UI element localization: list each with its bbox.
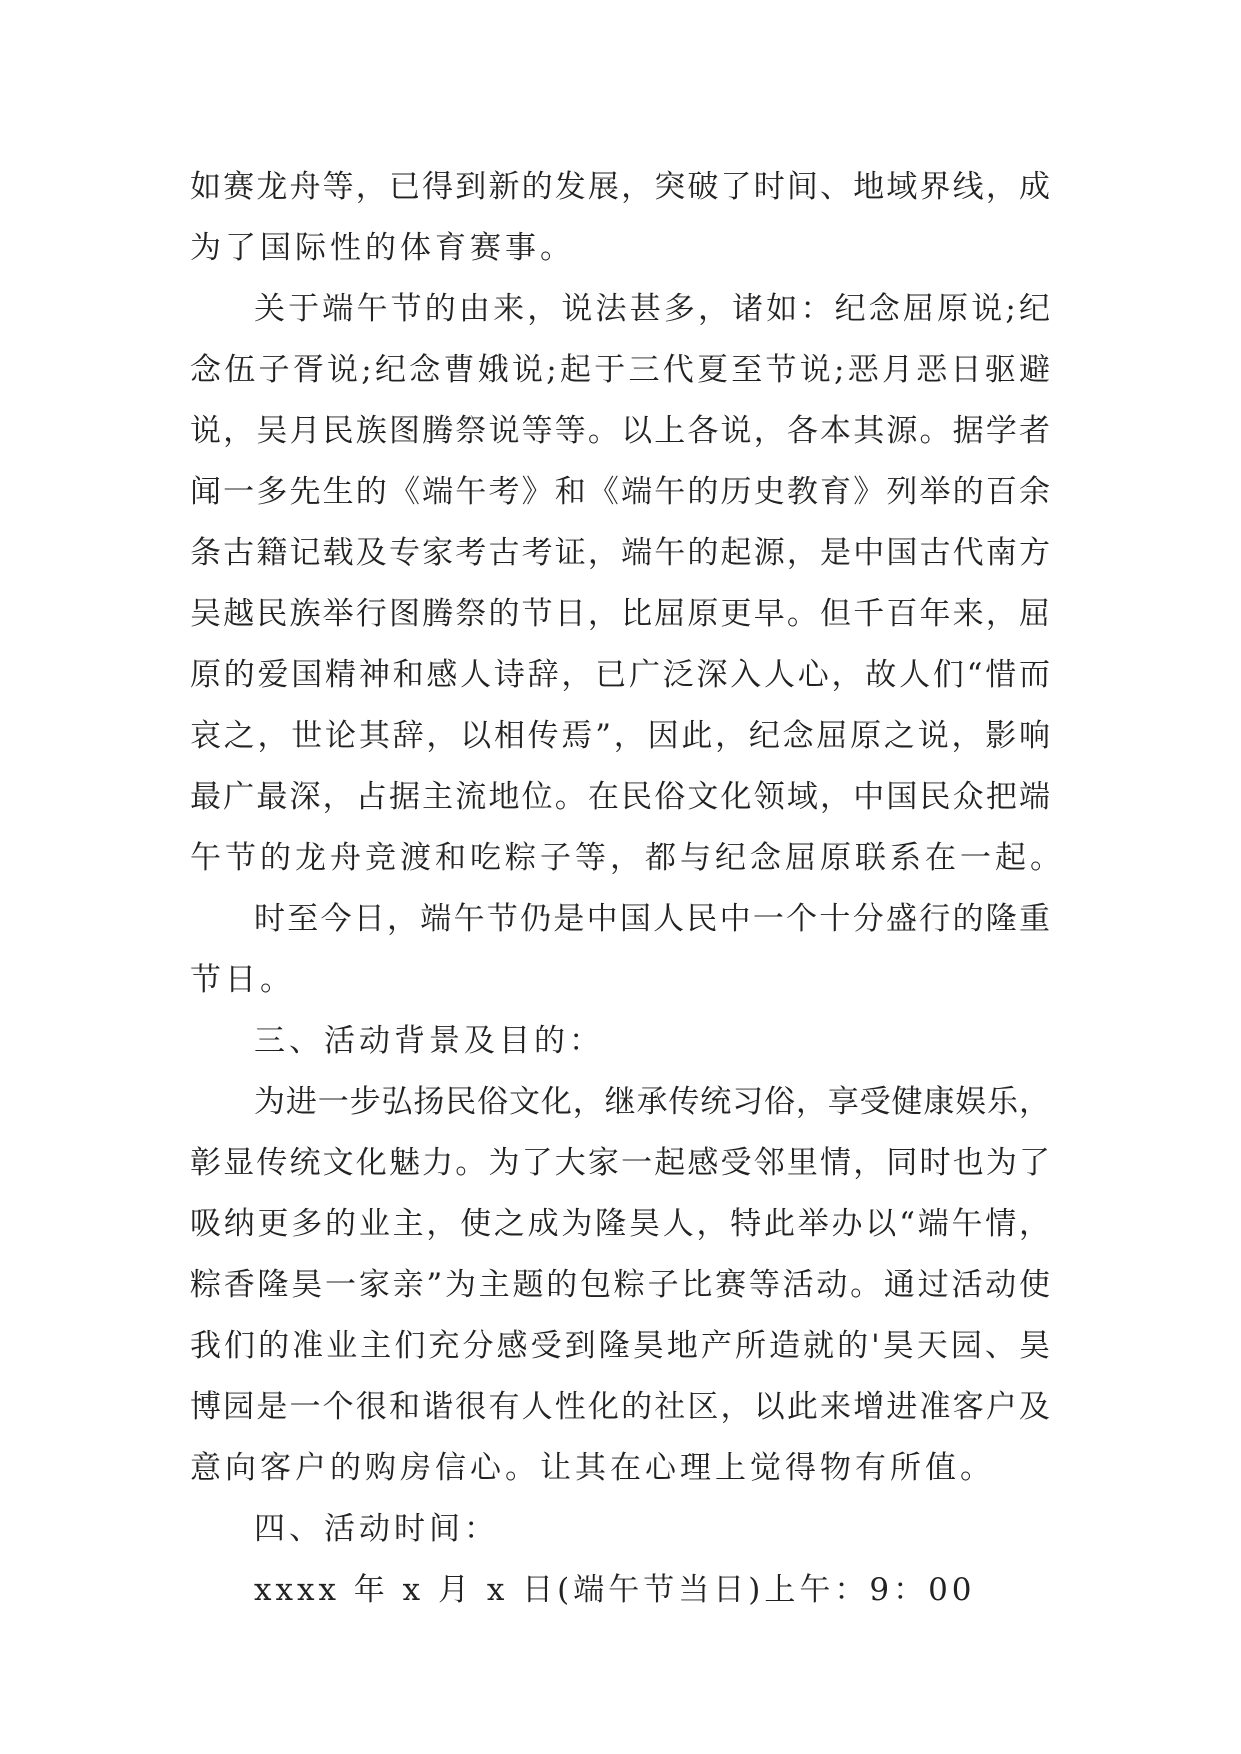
paragraph-origin bbox=[190, 279, 1065, 889]
text-line: 吸纳更多的业主，使之成为隆昊人，特此举办以“端午情， bbox=[190, 1206, 1050, 1242]
text-line: xxxx 年 x 月 x 日(端午节当日)上午：9：00 bbox=[254, 1572, 976, 1608]
text-line: 吴越民族举行图腾祭的节日，比屈原更早。但千百年来，屈 bbox=[190, 596, 1050, 632]
text-line: 为进一步弘扬民俗文化，继承传统习俗，享受健康娱乐， bbox=[254, 1084, 1050, 1120]
text-line: 条古籍记载及专家考古考证，端午的起源，是中国古代南方 bbox=[190, 535, 1050, 571]
text-line: 时至今日，端午节仍是中国人民中一个十分盛行的隆重 bbox=[254, 901, 1050, 937]
paragraph-purpose bbox=[190, 1072, 1050, 1499]
paragraph-today bbox=[190, 889, 1050, 1011]
text-line: 原的爱国精神和感人诗辞，已广泛深入人心，故人们“惜而 bbox=[190, 657, 1050, 693]
text-line: 闻一多先生的《端午考》和《端午的历史教育》列举的百余 bbox=[190, 474, 1050, 510]
text-line: 意向客户的购房信心。让其在心理上觉得物有所值。 bbox=[190, 1450, 995, 1486]
text-line: 说，吴月民族图腾祭说等等。以上各说，各本其源。据学者 bbox=[190, 413, 1050, 449]
text-line: 关于端午节的由来，说法甚多，诸如：纪念屈原说;纪 bbox=[254, 291, 1050, 327]
text-line: 粽香隆昊一家亲”为主题的包粽子比赛等活动。通过活动使 bbox=[190, 1267, 1050, 1303]
text-line: 念伍子胥说;纪念曹娥说;起于三代夏至节说;恶月恶日驱避 bbox=[190, 352, 1050, 388]
document-body bbox=[190, 157, 1065, 1621]
section-heading: 四、活动时间： bbox=[254, 1511, 499, 1547]
text-line: 节日。 bbox=[190, 962, 295, 998]
text-line: 博园是一个很和谐很有人性化的社区，以此来增进准客户及 bbox=[190, 1389, 1050, 1425]
text-line: 最广最深，占据主流地位。在民俗文化领域，中国民众把端 bbox=[190, 779, 1050, 815]
text-line: 如赛龙舟等，已得到新的发展，突破了时间、地域界线，成 bbox=[190, 169, 1050, 205]
text-line: 彰显传统文化魅力。为了大家一起感受邻里情，同时也为了 bbox=[190, 1145, 1050, 1181]
text-line: 我们的准业主们充分感受到隆昊地产所造就的'昊天园、昊 bbox=[190, 1328, 1050, 1364]
text-line: 为了国际性的体育赛事。 bbox=[190, 230, 575, 266]
section-heading-background bbox=[190, 1011, 1050, 1072]
section-heading-time bbox=[190, 1499, 1050, 1560]
paragraph-time bbox=[190, 1560, 1050, 1621]
paragraph-intro-continued bbox=[190, 157, 1050, 279]
section-heading: 三、活动背景及目的： bbox=[254, 1023, 604, 1059]
text-line: 哀之，世论其辞，以相传焉”，因此，纪念屈原之说，影响 bbox=[190, 718, 1050, 754]
text-line: 午节的龙舟竞渡和吃粽子等，都与纪念屈原联系在一起。 bbox=[190, 840, 1065, 876]
